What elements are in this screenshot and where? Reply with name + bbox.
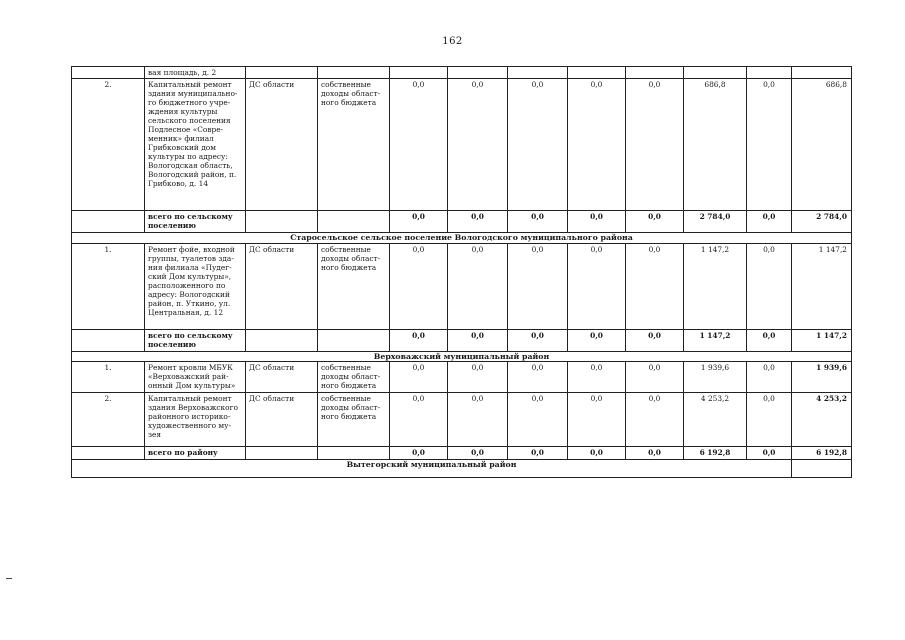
object-name: Ремонт кровли МБУК «Верховажский рай-онный Дом культуры»	[145, 362, 246, 393]
table-row	[72, 79, 852, 211]
value-cell: 0,0	[626, 211, 684, 233]
section-title: Верховажский муниципальный район	[72, 351, 852, 362]
total-row	[72, 211, 852, 233]
value-cell: 0,0	[390, 211, 448, 233]
value-cell: 2 784,0	[684, 211, 747, 233]
table-row	[72, 67, 852, 79]
total-label: всего по району	[145, 447, 246, 460]
value-cell: 0,0	[568, 329, 626, 351]
section-header	[72, 460, 852, 478]
value-cell: 0,0	[508, 329, 568, 351]
page-number: 162	[442, 36, 463, 47]
row-number: 2.	[72, 393, 145, 447]
responsible-org: ДС области	[246, 393, 318, 447]
total-label: всего по сельскому поселению	[145, 211, 246, 233]
value-cell: 0,0	[390, 329, 448, 351]
value-cell: 0,0	[568, 243, 626, 329]
value-cell: 4 253,2	[684, 393, 747, 447]
responsible-org	[246, 447, 318, 460]
value-cell: 0,0	[747, 79, 792, 211]
responsible-org: ДС области	[246, 79, 318, 211]
value-cell: 0,0	[626, 393, 684, 447]
value-cell: 686,8	[792, 79, 852, 211]
funding-source: собственные доходы област-ного бюджета	[318, 243, 390, 329]
row-number	[72, 329, 145, 351]
value-cell	[792, 460, 852, 478]
value-cell: 0,0	[568, 211, 626, 233]
value-cell	[568, 67, 626, 79]
value-cell: 0,0	[448, 79, 508, 211]
value-cell: 0,0	[508, 79, 568, 211]
value-cell: 1 147,2	[792, 329, 852, 351]
value-cell: 1 147,2	[792, 243, 852, 329]
value-cell: 0,0	[568, 362, 626, 393]
value-cell: 1 939,6	[684, 362, 747, 393]
value-cell: 686,8	[684, 79, 747, 211]
table-row	[72, 362, 852, 393]
value-cell: 0,0	[448, 211, 508, 233]
value-cell: 0,0	[626, 362, 684, 393]
value-cell: 0,0	[448, 362, 508, 393]
funding-source	[318, 211, 390, 233]
value-cell	[448, 67, 508, 79]
row-number: 2.	[72, 79, 145, 211]
value-cell	[684, 67, 747, 79]
value-cell: 0,0	[626, 447, 684, 460]
value-cell: 0,0	[448, 447, 508, 460]
value-cell: 0,0	[626, 243, 684, 329]
section-header	[72, 233, 852, 244]
value-cell: 0,0	[508, 243, 568, 329]
value-cell: 6 192,8	[684, 447, 747, 460]
value-cell: 0,0	[390, 393, 448, 447]
funding-source: собственные доходы област-ного бюджета	[318, 79, 390, 211]
funding-source	[318, 329, 390, 351]
value-cell: 4 253,2	[792, 393, 852, 447]
object-name: Капитальный ремонт здания Верховажского районного историко-художественного му-зея	[145, 393, 246, 447]
row-number	[72, 67, 145, 79]
value-cell: 0,0	[448, 329, 508, 351]
object-name: вая площадь, д. 2	[145, 67, 246, 79]
table-row	[72, 243, 852, 329]
value-cell: 0,0	[626, 79, 684, 211]
value-cell	[508, 67, 568, 79]
value-cell: 1 147,2	[684, 329, 747, 351]
row-number	[72, 447, 145, 460]
value-cell: 0,0	[508, 393, 568, 447]
value-cell: 0,0	[508, 362, 568, 393]
value-cell: 0,0	[390, 79, 448, 211]
responsible-org	[246, 329, 318, 351]
total-row	[72, 447, 852, 460]
section-header	[72, 351, 852, 362]
budget-table	[71, 66, 852, 478]
value-cell: 0,0	[390, 447, 448, 460]
responsible-org: ДС области	[246, 362, 318, 393]
value-cell: 0,0	[390, 243, 448, 329]
value-cell: 6 192,8	[792, 447, 852, 460]
value-cell	[792, 67, 852, 79]
value-cell: 2 784,0	[792, 211, 852, 233]
value-cell: 0,0	[508, 211, 568, 233]
value-cell: 0,0	[568, 447, 626, 460]
section-title: Старосельское сельское поселение Вологодского муниципального района	[72, 233, 852, 244]
value-cell: 0,0	[747, 211, 792, 233]
value-cell: 0,0	[448, 393, 508, 447]
value-cell: 1 939,6	[792, 362, 852, 393]
responsible-org: ДС области	[246, 243, 318, 329]
row-number: 1.	[72, 362, 145, 393]
value-cell: 0,0	[747, 329, 792, 351]
value-cell	[747, 67, 792, 79]
value-cell: 0,0	[747, 243, 792, 329]
funding-source: собственные доходы област-ного бюджета	[318, 393, 390, 447]
responsible-org	[246, 67, 318, 79]
value-cell	[390, 67, 448, 79]
value-cell: 0,0	[390, 362, 448, 393]
value-cell: 0,0	[568, 393, 626, 447]
funding-source	[318, 67, 390, 79]
table-row	[72, 393, 852, 447]
total-label: всего по сельскому поселению	[145, 329, 246, 351]
value-cell: 0,0	[626, 329, 684, 351]
object-name: Ремонт фойе, входной группы, туалетов зда-ния филиала «Пудег-ский Дом культуры», расположенного по адресу: Вологодский район, п. Уткино, ул. Центральная, д. 12	[145, 243, 246, 329]
value-cell: 0,0	[747, 447, 792, 460]
responsible-org	[246, 211, 318, 233]
value-cell: 0,0	[448, 243, 508, 329]
value-cell: 0,0	[508, 447, 568, 460]
value-cell: 0,0	[747, 362, 792, 393]
funding-source	[318, 447, 390, 460]
value-cell: 0,0	[747, 393, 792, 447]
value-cell: 0,0	[568, 79, 626, 211]
row-number: 1.	[72, 243, 145, 329]
funding-source: собственные доходы област-ного бюджета	[318, 362, 390, 393]
section-title: Вытегорский муниципальный район	[72, 460, 792, 478]
value-cell: 1 147,2	[684, 243, 747, 329]
row-number	[72, 211, 145, 233]
margin-mark	[6, 578, 12, 579]
total-row	[72, 329, 852, 351]
object-name: Капитальный ремонт здания муниципально-го бюджетного учре-ждения культуры сельского поселения Подлесное «Совре-менник» филиал Грибковский дом культуры по адресу: Вологодская область, Вологодский район, п. Грибково, д. 14	[145, 79, 246, 211]
value-cell	[626, 67, 684, 79]
